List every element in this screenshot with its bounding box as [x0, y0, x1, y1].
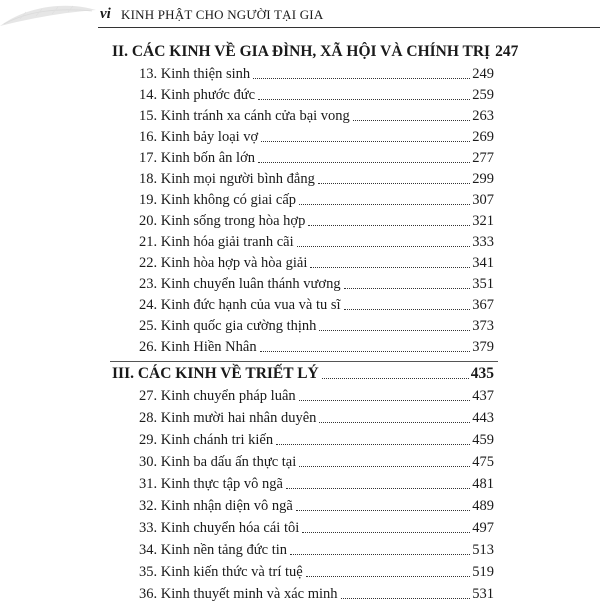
- toc-entry[interactable]: [139, 129, 494, 146]
- dot-leader: [318, 182, 470, 184]
- toc-entry[interactable]: [139, 564, 494, 581]
- dot-leader: [260, 350, 471, 352]
- dot-leader: [344, 287, 471, 289]
- entry-page: 263: [472, 108, 494, 124]
- entry-page: 249: [472, 66, 494, 82]
- entry-title: 25. Kinh quốc gia cường thịnh: [139, 318, 317, 334]
- entry-title: 34. Kinh nền tảng đức tin: [139, 542, 288, 558]
- toc-entry[interactable]: [139, 213, 494, 230]
- entry-page: 321: [472, 213, 494, 229]
- entry-page: 459: [472, 432, 494, 448]
- dot-leader: [253, 77, 470, 79]
- entry-page: 489: [472, 498, 494, 514]
- entry-title: 30. Kinh ba dấu ấn thực tại: [139, 454, 297, 470]
- entry-title: 15. Kinh tránh xa cánh cửa bại vong: [139, 108, 350, 124]
- toc-entry[interactable]: [139, 388, 494, 405]
- entry-page: 497: [472, 520, 494, 536]
- entry-title: 36. Kinh thuyết minh và xác minh: [139, 586, 338, 602]
- entry-page: 307: [472, 192, 494, 208]
- entry-title: 22. Kinh hòa hợp và hòa giải: [139, 255, 308, 271]
- entry-title: 29. Kinh chánh tri kiến: [139, 432, 274, 448]
- dot-leader: [276, 443, 470, 445]
- dot-leader: [302, 531, 470, 533]
- dot-leader: [290, 553, 470, 555]
- dot-leader: [310, 266, 470, 268]
- dot-leader: [299, 203, 470, 205]
- dot-leader: [341, 597, 471, 599]
- entry-title: 19. Kinh không có giai cấp: [139, 192, 297, 208]
- dot-leader: [353, 119, 470, 121]
- dot-leader: [299, 465, 470, 467]
- entry-title: 28. Kinh mười hai nhân duyên: [139, 410, 317, 426]
- page-header: [0, 0, 600, 30]
- toc-entry[interactable]: [139, 87, 494, 104]
- dot-leader: [297, 245, 471, 247]
- toc-entry[interactable]: [139, 498, 494, 515]
- toc-entry[interactable]: [139, 234, 494, 251]
- dot-leader: [299, 399, 471, 401]
- entry-page: 367: [472, 297, 494, 313]
- entry-title: 35. Kinh kiến thức và trí tuệ: [139, 564, 303, 580]
- toc-entry[interactable]: [139, 476, 494, 493]
- section-page: 435: [470, 365, 494, 382]
- entry-page: 437: [472, 388, 494, 404]
- dot-leader: [322, 377, 469, 379]
- dot-leader: [296, 509, 470, 511]
- entry-page: 531: [472, 586, 494, 602]
- dot-leader: [258, 98, 470, 100]
- entry-title: 23. Kinh chuyển luân thánh vương: [139, 276, 341, 292]
- toc-entry[interactable]: [139, 171, 494, 188]
- dot-leader: [258, 161, 470, 163]
- toc-section-heading[interactable]: [112, 365, 494, 383]
- section-title: II. CÁC KINH VỀ GIA ĐÌNH, XÃ HỘI VÀ CHÍNH TRỊ: [112, 43, 491, 60]
- toc-entry[interactable]: [139, 66, 494, 83]
- toc-entry[interactable]: [139, 339, 494, 356]
- dot-leader: [261, 140, 470, 142]
- dot-leader: [308, 224, 470, 226]
- dot-leader: [344, 308, 471, 310]
- entry-page: 373: [472, 318, 494, 334]
- toc-entry[interactable]: [139, 318, 494, 335]
- entry-title: 31. Kinh thực tập vô ngã: [139, 476, 283, 492]
- entry-page: 481: [472, 476, 494, 492]
- entry-title: 21. Kinh hóa giải tranh cãi: [139, 234, 294, 250]
- entry-page: 333: [472, 234, 494, 250]
- toc-section-heading[interactable]: [112, 43, 519, 61]
- toc-entry[interactable]: [139, 108, 494, 125]
- entry-title: 33. Kinh chuyển hóa cái tôi: [139, 520, 300, 536]
- entry-title: 17. Kinh bốn ân lớn: [139, 150, 256, 166]
- entry-page: 277: [472, 150, 494, 166]
- dot-leader: [319, 329, 470, 331]
- entry-page: 519: [472, 564, 494, 580]
- entry-page: 259: [472, 87, 494, 103]
- entry-page: 269: [472, 129, 494, 145]
- toc-entry[interactable]: [139, 586, 494, 603]
- section-title: III. CÁC KINH VỀ TRIẾT LÝ: [112, 365, 319, 382]
- dot-leader: [286, 487, 470, 489]
- entry-title: 18. Kinh mọi người bình đẳng: [139, 171, 315, 187]
- section-page: 247: [495, 43, 519, 60]
- section-divider: [110, 361, 498, 362]
- entry-title: 20. Kinh sống trong hòa hợp: [139, 213, 306, 229]
- entry-page: 475: [472, 454, 494, 470]
- entry-title: 32. Kinh nhận diện vô ngã: [139, 498, 293, 514]
- entry-title: 26. Kinh Hiền Nhân: [139, 339, 257, 355]
- toc-entry[interactable]: [139, 454, 494, 471]
- entry-title: 24. Kinh đức hạnh của vua và tu sĩ: [139, 297, 341, 313]
- entry-title: 27. Kinh chuyển pháp luân: [139, 388, 296, 404]
- toc-entry[interactable]: [139, 276, 494, 293]
- toc-entry[interactable]: [139, 297, 494, 314]
- entry-page: 443: [472, 410, 494, 426]
- running-title: KINH PHẬT CHO NGƯỜI TẠI GIA: [121, 7, 324, 22]
- toc-entry[interactable]: [139, 255, 494, 272]
- dot-leader: [306, 575, 471, 577]
- entry-title: 14. Kinh phước đức: [139, 87, 256, 103]
- entry-page: 299: [472, 171, 494, 187]
- entry-page: 513: [472, 542, 494, 558]
- entry-title: 13. Kinh thiện sinh: [139, 66, 251, 82]
- toc-entry[interactable]: [139, 150, 494, 167]
- entry-page: 341: [472, 255, 494, 271]
- header-rule: [98, 27, 600, 28]
- toc-entry[interactable]: [139, 410, 494, 427]
- entry-page: 379: [472, 339, 494, 355]
- toc-entry[interactable]: [139, 542, 494, 559]
- entry-title: 16. Kinh bảy loại vợ: [139, 129, 259, 145]
- page-number: vi: [100, 6, 111, 22]
- entry-page: 351: [472, 276, 494, 292]
- dot-leader: [319, 421, 470, 423]
- toc-entry[interactable]: [139, 432, 494, 449]
- toc-entry[interactable]: [139, 192, 494, 209]
- toc-entry[interactable]: [139, 520, 494, 537]
